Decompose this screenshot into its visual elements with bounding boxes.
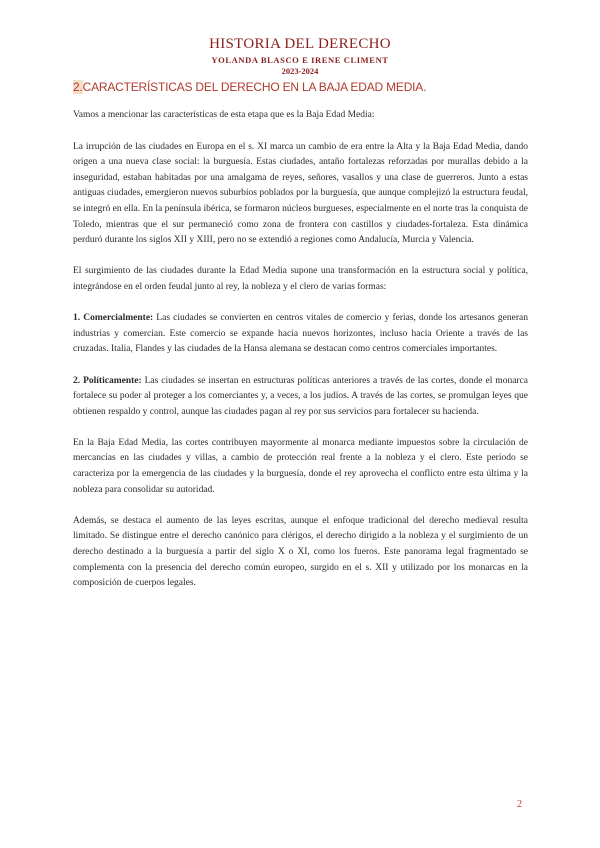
political-label: 2. Políticamente:	[73, 375, 142, 386]
intro-paragraph: Vamos a mencionar las características de esta etapa que es la Baja Edad Media:	[73, 110, 375, 120]
section-number: 2.	[73, 80, 83, 94]
document-body	[73, 108, 528, 607]
paragraph-written-laws: Además, se destaca el aumento de las leyes escritas, aunque el enfoque tradicional del derecho medieval resulta limitado. Se distingue entre el derecho canónico para clérigos, el derecho dirigido a la nobleza y el surgimiento de un derecho destinado a la burguesía a partir del siglo X o XI, como los fueros. Este panorama legal fragmentado se complementa con la presencia del derecho común europeo, surgido en el s. XII y utilizado por los monarcas en la composición de cuerpos legales.	[73, 515, 528, 589]
paragraph-emergence: El surgimiento de las ciudades durante la Edad Media supone una transformación en la estructura social y política, integrándose en el orden feudal junto al rey, la nobleza y el clero de varias formas:	[73, 266, 528, 292]
page-number: 2	[517, 799, 522, 810]
paragraph-cities: La irrupción de las ciudades en Europa en el s. XI marca un cambio de era entre la Alta y la Baja Edad Media, dando origen a una nueva clase social: la burguesía. Estas ciudades, antaño fortalezas reforzadas por murallas debido a la inseguridad, estaban habitadas por una amalgama de reyes, señores, vasallos y una clase de guerreros. Junto a estas antiguas ciudades, emergieron nuevos suburbios poblados por la burguesía, que aunque complejizó la estructura feudal, se integró en ella. En la península ibérica, se formaron núcleos burgueses, especialmente en el norte tras la conquista de Toledo, mientras que el sur permaneció como zona de frontera con castillos y ciudades-fortaleza. Esta dinámica perduró durante los siglos XII y XIII, pero no se extendió a regiones como Andalucía, Murcia y Valencia.	[73, 141, 528, 246]
commercial-text: Las ciudades se convierten en centros vitales de comercio y ferias, donde los artesanos generan industrias y comercian. Este comercio se expande hacia nuevos horizontes, incluso hacia Oriente a través de las cruzadas. Italia, Flandes y las ciudades de la Hansa alemana se destacan como centros comerciales importantes.	[73, 313, 528, 355]
paragraph-political	[73, 374, 528, 421]
document-header	[0, 36, 600, 77]
paragraph-cortes: En la Baja Edad Media, las cortes contribuyen mayormente al monarca mediante impuestos sobre la circulación de mercancías en las ciudades y villas, a cambio de protección real frente a la nobleza y el clero. Este período se caracteriza por la emergencia de las ciudades y la burguesía, donde el rey aprovecha el conflicto entre esta última y la nobleza para consolidar su autoridad.	[73, 437, 528, 495]
document-title: HISTORIA DEL DERECHO	[209, 36, 391, 52]
paragraph-commercial	[73, 311, 528, 358]
political-text: Las ciudades se insertan en estructuras políticas anteriores a través de las cortes, donde el monarca fortalece su poder al proteger a los comerciantes y, a veces, a los judíos. A través de las cortes, se promulgan leyes que obtienen respaldo y control, aunque las ciudades pagan al rey por sus servicios para fortalecer su hacienda.	[73, 375, 529, 417]
section-heading	[73, 80, 543, 94]
academic-year: 2023-2024	[281, 66, 319, 76]
section-title: CARACTERÍSTICAS DEL DERECHO EN LA BAJA EDAD MEDIA.	[82, 80, 427, 94]
authors-line: YOLANDA BLASCO E IRENE CLIMENT	[211, 55, 389, 65]
commercial-label: 1. Comercialmente:	[73, 313, 154, 324]
